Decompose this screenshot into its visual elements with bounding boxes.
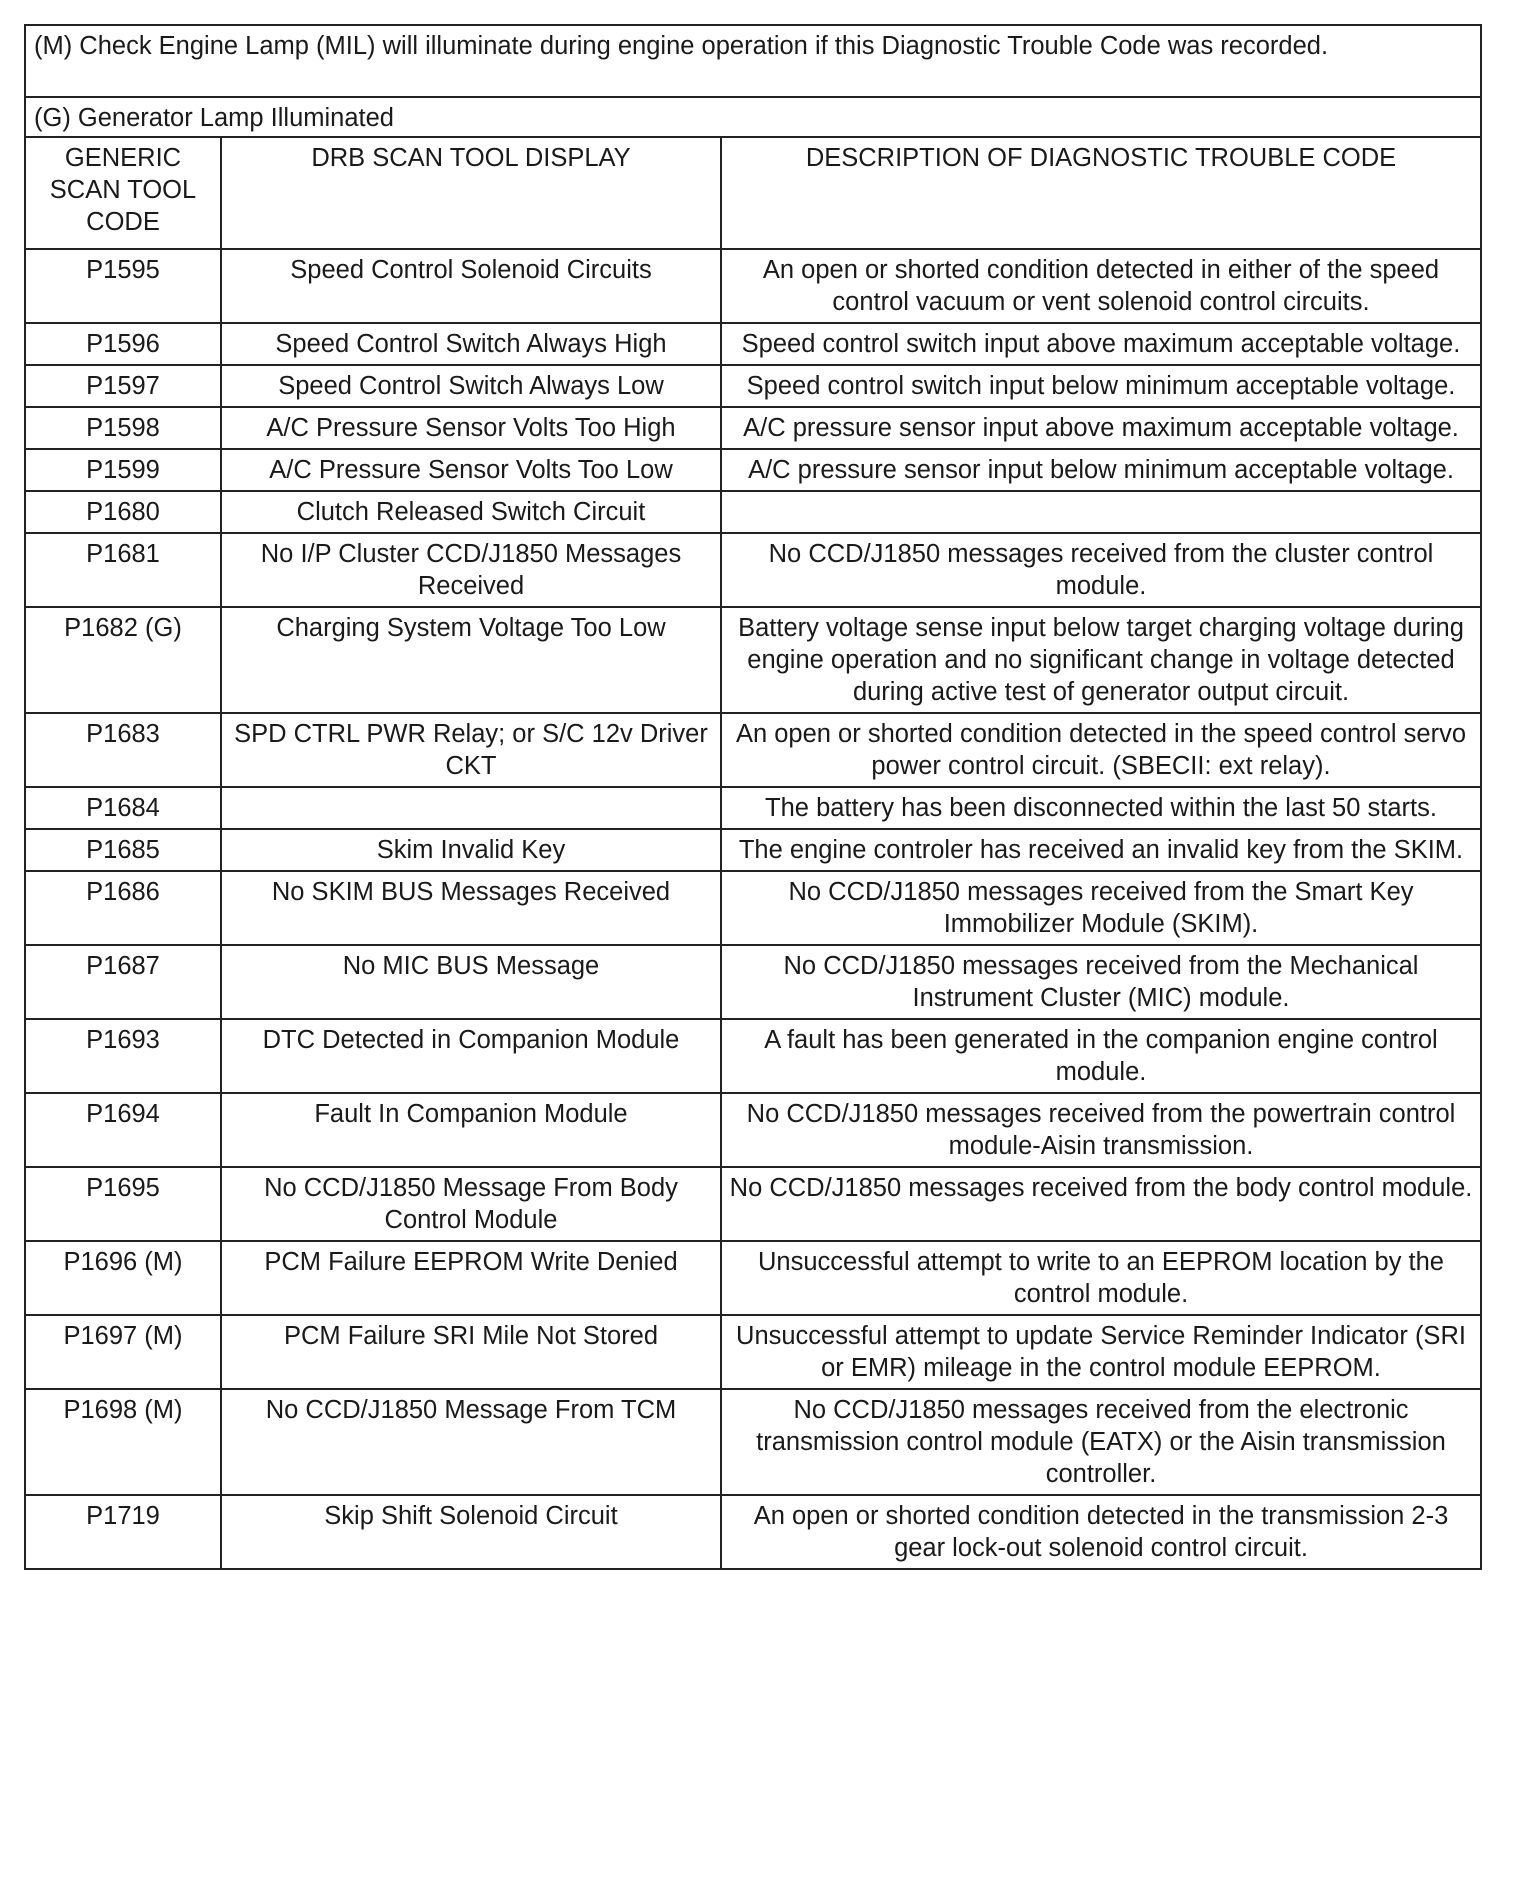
- dtc-code-cell: P1598: [25, 407, 221, 449]
- drb-display-cell: Fault In Companion Module: [221, 1093, 721, 1167]
- dtc-code-cell: P1680: [25, 491, 221, 533]
- description-cell: A/C pressure sensor input above maximum acceptable voltage.: [721, 407, 1481, 449]
- description-cell: Speed control switch input below minimum acceptable voltage.: [721, 365, 1481, 407]
- dtc-page: [24, 24, 1482, 1570]
- dtc-code-cell: P1599: [25, 449, 221, 491]
- table-row: [25, 249, 1481, 323]
- drb-display-cell: Speed Control Solenoid Circuits: [221, 249, 721, 323]
- drb-display-cell: DTC Detected in Companion Module: [221, 1019, 721, 1093]
- dtc-code-cell: P1685: [25, 829, 221, 871]
- table-row: [25, 1495, 1481, 1569]
- description-cell: An open or shorted condition detected in the transmission 2-3 gear lock-out solenoid control circuit.: [721, 1495, 1481, 1569]
- dtc-code-cell: P1684: [25, 787, 221, 829]
- dtc-table: [24, 24, 1482, 1570]
- table-row: [25, 1167, 1481, 1241]
- table-row: [25, 323, 1481, 365]
- description-cell: No CCD/J1850 messages received from the electronic transmission control module (EATX) or the Aisin transmission controller.: [721, 1389, 1481, 1495]
- note-row-generator: [25, 97, 1481, 137]
- description-cell: An open or shorted condition detected in the speed control servo power control circuit. (SBECII: ext relay).: [721, 713, 1481, 787]
- dtc-code-cell: P1595: [25, 249, 221, 323]
- drb-display-cell: Charging System Voltage Too Low: [221, 607, 721, 713]
- description-cell: Battery voltage sense input below target charging voltage during engine operation and no significant change in voltage detected during active test of generator output circuit.: [721, 607, 1481, 713]
- table-row: [25, 491, 1481, 533]
- table-row: [25, 1093, 1481, 1167]
- dtc-code-cell: P1686: [25, 871, 221, 945]
- table-row: [25, 945, 1481, 1019]
- header-description: DESCRIPTION OF DIAGNOSTIC TROUBLE CODE: [721, 137, 1481, 249]
- table-header-row: [25, 137, 1481, 249]
- description-cell: [721, 491, 1481, 533]
- table-row: [25, 713, 1481, 787]
- drb-display-cell: A/C Pressure Sensor Volts Too Low: [221, 449, 721, 491]
- description-cell: Unsuccessful attempt to write to an EEPROM location by the control module.: [721, 1241, 1481, 1315]
- note-row-mil: [25, 25, 1481, 97]
- header-drb-display: DRB SCAN TOOL DISPLAY: [221, 137, 721, 249]
- drb-display-cell: Skip Shift Solenoid Circuit: [221, 1495, 721, 1569]
- table-row: [25, 829, 1481, 871]
- note-generator: (G) Generator Lamp Illuminated: [25, 97, 1481, 137]
- drb-display-cell: No MIC BUS Message: [221, 945, 721, 1019]
- description-cell: The engine controler has received an invalid key from the SKIM.: [721, 829, 1481, 871]
- dtc-code-cell: P1697 (M): [25, 1315, 221, 1389]
- drb-display-cell: [221, 787, 721, 829]
- dtc-code-cell: P1682 (G): [25, 607, 221, 713]
- drb-display-cell: PCM Failure SRI Mile Not Stored: [221, 1315, 721, 1389]
- table-row: [25, 1315, 1481, 1389]
- drb-display-cell: Speed Control Switch Always Low: [221, 365, 721, 407]
- dtc-code-cell: P1693: [25, 1019, 221, 1093]
- table-row: [25, 449, 1481, 491]
- drb-display-cell: Skim Invalid Key: [221, 829, 721, 871]
- dtc-code-cell: P1597: [25, 365, 221, 407]
- dtc-code-cell: P1696 (M): [25, 1241, 221, 1315]
- description-cell: No CCD/J1850 messages received from the Mechanical Instrument Cluster (MIC) module.: [721, 945, 1481, 1019]
- drb-display-cell: Clutch Released Switch Circuit: [221, 491, 721, 533]
- description-cell: No CCD/J1850 messages received from the body control module.: [721, 1167, 1481, 1241]
- drb-display-cell: Speed Control Switch Always High: [221, 323, 721, 365]
- dtc-code-cell: P1695: [25, 1167, 221, 1241]
- description-cell: An open or shorted condition detected in either of the speed control vacuum or vent solenoid control circuits.: [721, 249, 1481, 323]
- table-row: [25, 787, 1481, 829]
- table-row: [25, 607, 1481, 713]
- drb-display-cell: No I/P Cluster CCD/J1850 Messages Received: [221, 533, 721, 607]
- drb-display-cell: SPD CTRL PWR Relay; or S/C 12v Driver CKT: [221, 713, 721, 787]
- header-generic-code: GENERIC SCAN TOOL CODE: [25, 137, 221, 249]
- drb-display-cell: No CCD/J1850 Message From Body Control Module: [221, 1167, 721, 1241]
- table-row: [25, 1389, 1481, 1495]
- note-mil: (M) Check Engine Lamp (MIL) will illuminate during engine operation if this Diagnostic Trouble Code was recorded.: [25, 25, 1481, 97]
- dtc-code-cell: P1694: [25, 1093, 221, 1167]
- table-row: [25, 365, 1481, 407]
- drb-display-cell: A/C Pressure Sensor Volts Too High: [221, 407, 721, 449]
- dtc-code-cell: P1719: [25, 1495, 221, 1569]
- table-row: [25, 407, 1481, 449]
- description-cell: A/C pressure sensor input below minimum acceptable voltage.: [721, 449, 1481, 491]
- table-row: [25, 1241, 1481, 1315]
- dtc-code-cell: P1681: [25, 533, 221, 607]
- dtc-code-cell: P1698 (M): [25, 1389, 221, 1495]
- drb-display-cell: No CCD/J1850 Message From TCM: [221, 1389, 721, 1495]
- description-cell: No CCD/J1850 messages received from the cluster control module.: [721, 533, 1481, 607]
- description-cell: A fault has been generated in the companion engine control module.: [721, 1019, 1481, 1093]
- description-cell: No CCD/J1850 messages received from the Smart Key Immobilizer Module (SKIM).: [721, 871, 1481, 945]
- table-row: [25, 1019, 1481, 1093]
- description-cell: No CCD/J1850 messages received from the powertrain control module-Aisin transmission.: [721, 1093, 1481, 1167]
- description-cell: The battery has been disconnected within the last 50 starts.: [721, 787, 1481, 829]
- description-cell: Speed control switch input above maximum acceptable voltage.: [721, 323, 1481, 365]
- dtc-code-cell: P1687: [25, 945, 221, 1019]
- dtc-code-cell: P1683: [25, 713, 221, 787]
- dtc-code-cell: P1596: [25, 323, 221, 365]
- dtc-table-body: [25, 25, 1481, 1569]
- drb-display-cell: PCM Failure EEPROM Write Denied: [221, 1241, 721, 1315]
- description-cell: Unsuccessful attempt to update Service Reminder Indicator (SRI or EMR) mileage in the control module EEPROM.: [721, 1315, 1481, 1389]
- table-row: [25, 871, 1481, 945]
- table-row: [25, 533, 1481, 607]
- drb-display-cell: No SKIM BUS Messages Received: [221, 871, 721, 945]
